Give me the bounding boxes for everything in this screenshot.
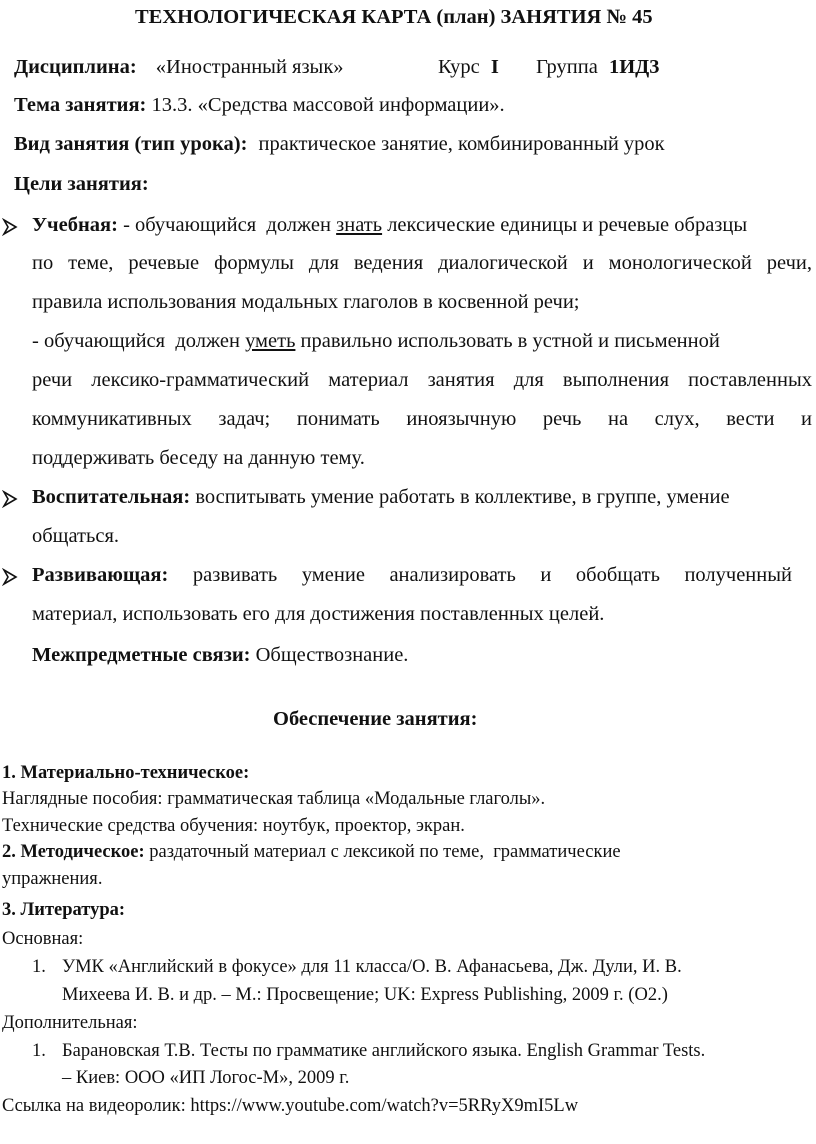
discipline-label: Дисциплина: <box>14 56 137 78</box>
upbringing-text: воспитывать умение работать в коллективе, в группе, умение <box>190 486 730 508</box>
main-literature-label: Основная: <box>2 929 84 949</box>
upbringing-goal-line-1 <box>32 486 730 509</box>
educational-goal-line-3: правила использования модальных глаголов в косвенной речи; <box>32 291 580 313</box>
discipline-value: «Иностранный язык» <box>155 56 344 78</box>
educational-text-d: правильно использовать в устной и письменной <box>295 330 720 352</box>
lesson-type-label: Вид занятия (тип урока): <box>14 133 248 155</box>
educational-goal-line-2: по теме, речевые формулы для ведения диалогической и монологической речи, <box>32 252 812 274</box>
extra-literature-num: 1. <box>32 1041 46 1061</box>
arrow-bullet-icon <box>2 490 18 508</box>
upbringing-label: Воспитательная: <box>32 486 191 508</box>
lesson-type-row <box>14 133 665 156</box>
educational-text-b: лексические единицы и речевые образцы <box>382 214 748 236</box>
group-value: 1ИД3 <box>608 56 660 78</box>
developing-goal-line-1 <box>32 564 792 587</box>
extra-literature-line-2: – Киев: ООО «ИП Логос-М», 2009 г. <box>62 1068 350 1088</box>
educational-goal-line-6: коммуникативных задач; понимать иноязычную речь на слух, вести и <box>32 408 812 430</box>
material-heading: 1. Материально-техническое: <box>2 763 250 783</box>
educational-text-a: - обучающийся должен <box>117 214 337 236</box>
interdisciplinary-row <box>32 644 408 667</box>
method-label: 2. Методическое: <box>2 842 145 862</box>
group-field <box>536 56 660 79</box>
educational-goal-line-7: поддерживать беседу на данную тему. <box>32 447 365 469</box>
support-heading: Обеспечение занятия: <box>273 708 478 730</box>
main-literature-line-1: УМК «Английский в фокусе» для 11 класса/О. В. Афанасьева, Дж. Дули, И. В. <box>62 957 682 977</box>
arrow-bullet-icon <box>2 218 18 236</box>
course-value: I <box>490 56 499 78</box>
method-row-2: упражнения. <box>2 869 103 889</box>
discipline-row <box>14 56 344 79</box>
topic-label: Тема занятия: <box>14 94 147 116</box>
main-literature-num: 1. <box>32 957 46 977</box>
extra-literature-label: Дополнительная: <box>2 1013 138 1033</box>
tech-means: Технические средства обучения: ноутбук, проектор, экран. <box>2 816 465 836</box>
can-word: уметь <box>245 330 296 352</box>
developing-label: Развивающая: <box>32 564 169 586</box>
educational-goal-line-4 <box>32 330 720 353</box>
upbringing-goal-line-2: общаться. <box>32 525 119 547</box>
page-title: ТЕХНОЛОГИЧЕСКАЯ КАРТА (план) ЗАНЯТИЯ № 45 <box>135 6 653 28</box>
method-value: раздаточный материал с лексикой по теме, грамматические <box>144 842 621 862</box>
main-literature-line-2: Михеева И. В. и др. – М.: Просвещение; UK: Express Publishing, 2009 г. (O2.) <box>62 985 668 1005</box>
course-field <box>438 56 499 79</box>
developing-text: развивать умение анализировать и обобщать полученный <box>168 564 792 586</box>
know-word: знать <box>336 214 383 236</box>
course-label: Курс <box>438 56 480 78</box>
educational-goal-line-5: речи лексико-грамматический материал занятия для выполнения поставленных <box>32 369 812 391</box>
lesson-type-value: практическое занятие, комбинированный урок <box>258 133 665 155</box>
educational-label: Учебная: <box>32 214 118 236</box>
developing-goal-line-2: материал, использовать его для достижения поставленных целей. <box>32 603 605 625</box>
goals-label: Цели занятия: <box>14 173 149 195</box>
topic-row <box>14 94 505 117</box>
method-row <box>2 842 621 863</box>
educational-goal-line-1 <box>32 214 747 237</box>
topic-value: 13.3. «Средства массовой информации». <box>151 94 505 116</box>
extra-literature-line-1: Барановская Т.В. Тесты по грамматике английского языка. English Grammar Tests. <box>62 1041 706 1061</box>
interdisciplinary-label: Межпредметные связи: <box>32 644 251 666</box>
visual-aids: Наглядные пособия: грамматическая таблица «Модальные глаголы». <box>2 789 546 809</box>
educational-text-c: - обучающийся должен <box>32 330 246 352</box>
interdisciplinary-value: Обществознание. <box>250 644 409 666</box>
group-label: Группа <box>536 56 598 78</box>
literature-heading: 3. Литература: <box>2 900 126 920</box>
video-link[interactable]: Ссылка на видеоролик: https://www.youtube.com/watch?v=5RRyX9mI5Lw <box>2 1096 579 1116</box>
arrow-bullet-icon <box>2 568 18 586</box>
